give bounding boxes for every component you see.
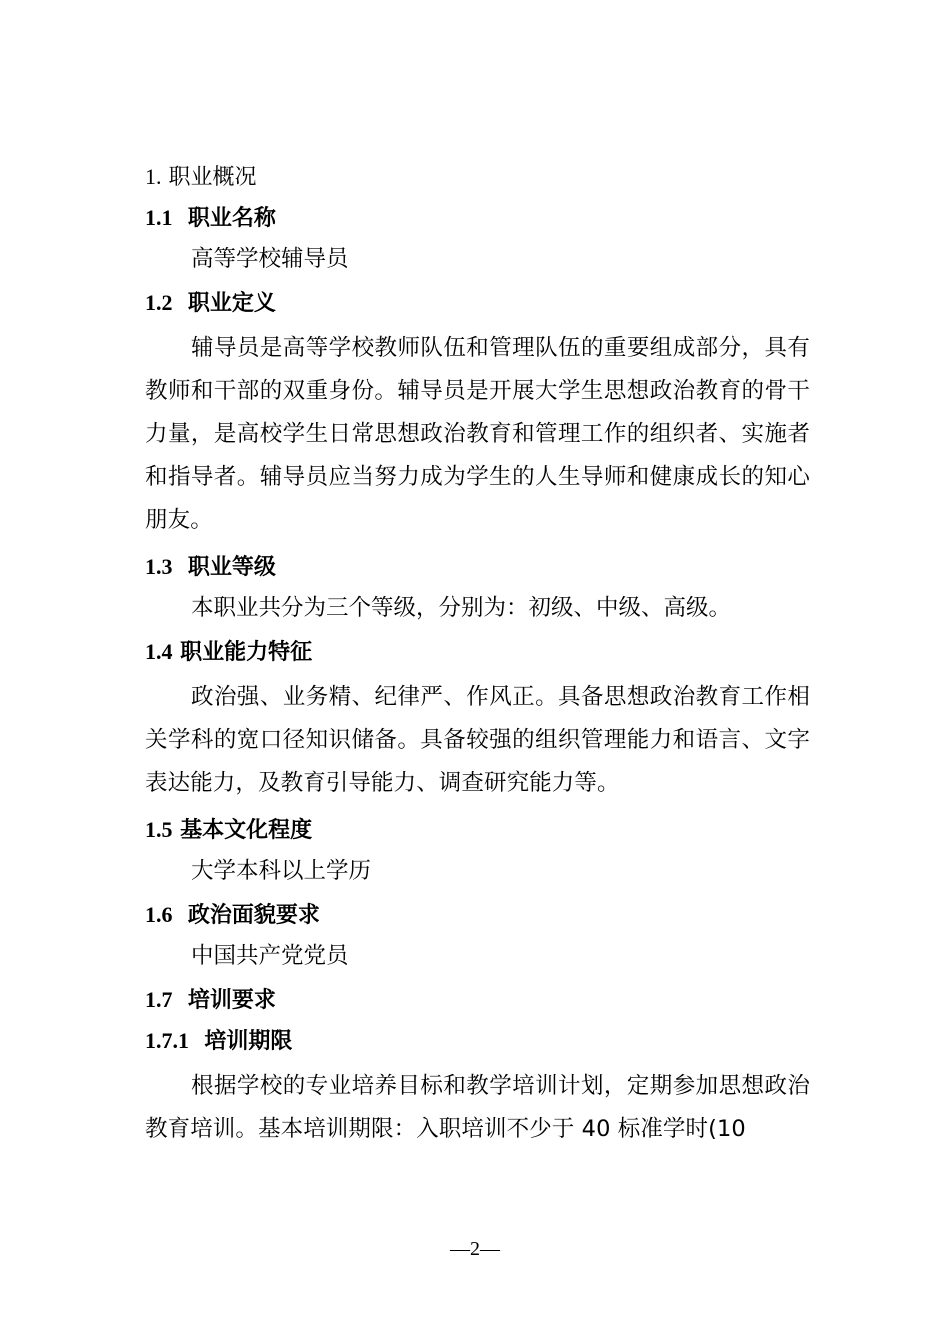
section-number: 1.7.1	[145, 1028, 189, 1053]
section-title: 政治面貌要求	[187, 903, 320, 928]
section-number: 1.4	[145, 639, 173, 664]
section-title: 职业定义	[187, 291, 276, 316]
section-body-1-3: 本职业共分为三个等级，分别为：初级、中级、高级。	[191, 595, 732, 621]
section-title: 职业等级	[187, 555, 276, 580]
section-body-1-2: 辅导员是高等学校教师队伍和管理队伍的重要组成部分，具有教师和干部的双重身份。辅导员是开展大学生思想政治教育的骨干力量，是高校学生日常思想政治教育和管理工作的组织者、实施者和指导者。辅导员应当努力成为学生的人生导师和健康成长的知心朋友。	[145, 335, 810, 533]
section-number: 1.6	[145, 902, 173, 927]
section-title: 培训要求	[187, 988, 276, 1013]
section-heading-1-5	[145, 813, 810, 848]
section-body-1-1: 高等学校辅导员	[191, 246, 349, 272]
section-title: 职业名称	[187, 206, 276, 231]
section-heading-1-2	[145, 286, 810, 321]
page-number: —2—	[450, 1238, 500, 1260]
section-heading-1-4	[145, 635, 810, 670]
section-number: 1.5	[145, 817, 173, 842]
section-number: 1.7	[145, 987, 173, 1012]
section-number: 1.2	[145, 290, 173, 315]
section-title: 职业能力特征	[180, 640, 313, 665]
section-body-1-4: 政治强、业务精、纪律严、作风正。具备思想政治教育工作相关学科的宽口径知识储备。具备较强的组织管理能力和语言、文字表达能力，及教育引导能力、调查研究能力等。	[145, 684, 810, 796]
section-heading-1-7-1	[145, 1024, 810, 1059]
section-heading-1-7	[145, 983, 810, 1018]
section-heading-1-1	[145, 201, 810, 236]
section-body-1-6: 中国共产党党员	[191, 943, 349, 969]
section-title: 基本文化程度	[180, 818, 313, 843]
chapter-number: 1.	[145, 164, 162, 189]
section-body-1-7-1: 根据学校的专业培养目标和教学培训计划，定期参加思想政治教育培训。基本培训期限：入职培训不少于 40 标准学时(10	[145, 1073, 810, 1142]
section-number: 1.3	[145, 554, 173, 579]
chapter-title: 职业概况	[168, 165, 257, 190]
section-heading-1-3	[145, 550, 810, 585]
section-heading-1-6	[145, 898, 810, 933]
section-body-1-5: 大学本科以上学历	[191, 858, 372, 884]
document-content	[145, 160, 810, 1159]
section-number: 1.1	[145, 205, 173, 230]
section-title: 培训期限	[204, 1029, 293, 1054]
chapter-heading	[145, 160, 810, 195]
